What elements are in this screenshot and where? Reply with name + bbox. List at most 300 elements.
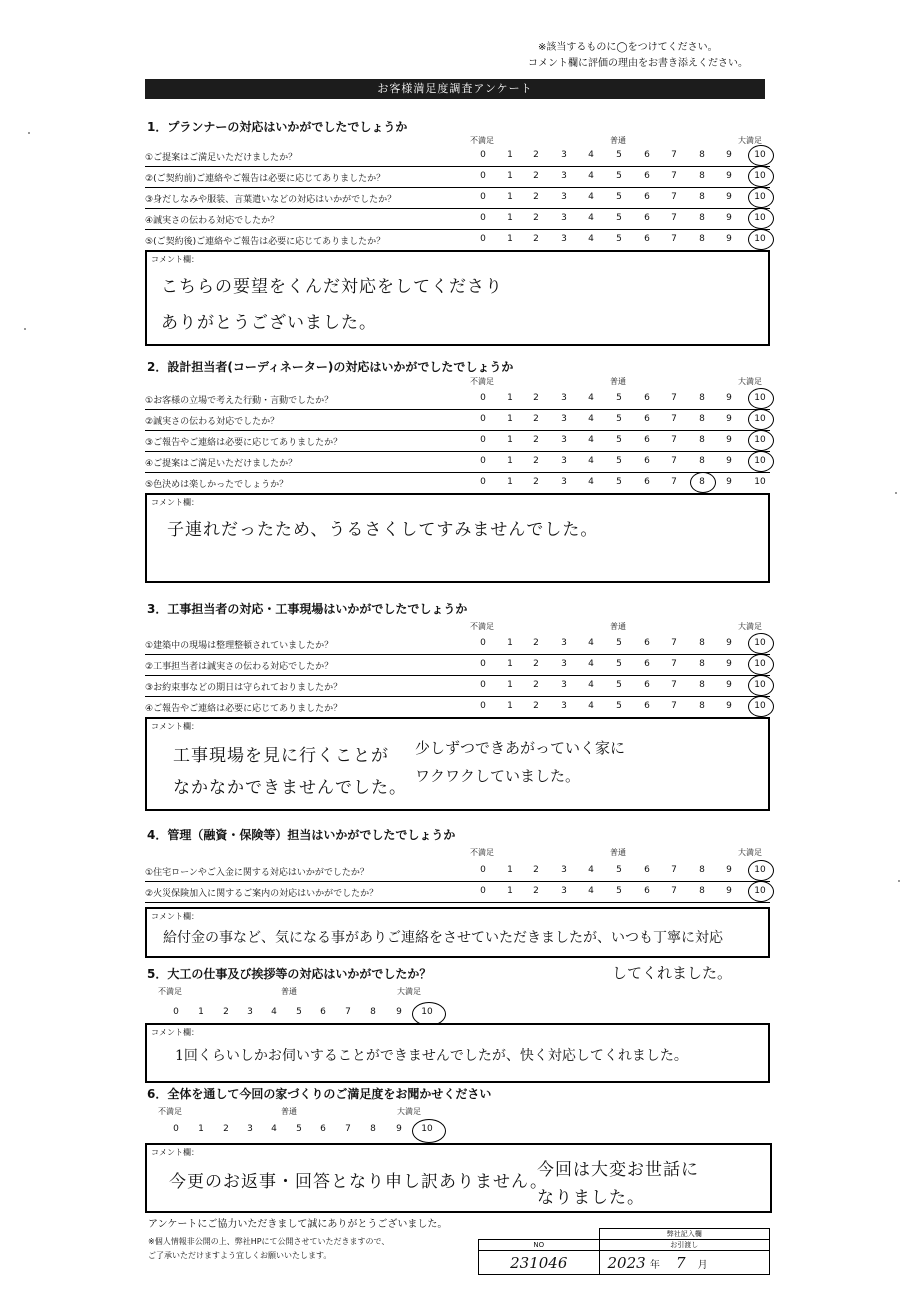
rating-option-0[interactable]: 0 — [480, 701, 486, 711]
rating-option-3[interactable]: 3 — [561, 886, 567, 896]
rating-option-0[interactable]: 0 — [480, 213, 486, 223]
rating-option-9[interactable]: 9 — [726, 234, 732, 244]
rating-option-8[interactable]: 8 — [699, 659, 705, 669]
receipt-no-label: NO — [479, 1240, 600, 1251]
question-row — [145, 697, 770, 718]
rating-option-8[interactable]: 8 — [699, 393, 705, 403]
rating-option-10[interactable]: 10 — [754, 213, 766, 223]
rating-option-2[interactable]: 2 — [533, 865, 539, 875]
rating-option-9[interactable]: 9 — [726, 701, 732, 711]
rating-option-1[interactable]: 1 — [507, 659, 513, 669]
question-row — [145, 230, 770, 251]
rating-option-0[interactable]: 0 — [173, 1124, 179, 1134]
selected-rating-circle — [748, 654, 774, 675]
section-2-comment-line-1: 子連れだったため、うるさくしてすみませんでした。 — [167, 520, 599, 540]
rating-option-8[interactable]: 8 — [699, 680, 705, 690]
rating-option-7[interactable]: 7 — [671, 659, 677, 669]
rating-option-2[interactable]: 2 — [533, 393, 539, 403]
rating-option-1[interactable]: 1 — [507, 865, 513, 875]
rating-option-1[interactable]: 1 — [507, 414, 513, 424]
receipt-year: 2023 — [607, 1253, 646, 1272]
rating-option-5[interactable]: 5 — [616, 435, 622, 445]
thanks-text: アンケートにご協力いただきまして誠にありがとうございました。 — [148, 1219, 448, 1230]
rating-option-0[interactable]: 0 — [480, 865, 486, 875]
question-text: ②(ご契約前)ご連絡やご報告は必要に応じてありましたか？ — [145, 174, 386, 184]
rating-option-2[interactable]: 2 — [533, 150, 539, 160]
rating-option-6[interactable]: 6 — [644, 414, 650, 424]
rating-option-5[interactable]: 5 — [616, 456, 622, 466]
rating-option-3[interactable]: 3 — [247, 1007, 253, 1017]
selected-rating-circle — [748, 675, 774, 696]
rating-option-9[interactable]: 9 — [726, 659, 732, 669]
rating-option-3[interactable]: 3 — [561, 213, 567, 223]
selected-rating-circle — [748, 860, 774, 881]
section-6-comment-line-2: 今回は大変お世話に — [537, 1160, 699, 1180]
scale-high-label: 大満足 — [397, 987, 421, 996]
rating-option-5[interactable]: 5 — [616, 638, 622, 648]
rating-option-4[interactable]: 4 — [588, 234, 594, 244]
rating-option-1[interactable]: 1 — [198, 1124, 204, 1134]
scan-speck — [28, 132, 30, 134]
rating-option-2[interactable]: 2 — [533, 680, 539, 690]
rating-option-0[interactable]: 0 — [480, 414, 486, 424]
rating-option-9[interactable]: 9 — [726, 192, 732, 202]
rating-option-3[interactable]: 3 — [561, 456, 567, 466]
receipt-month-unit: 月 — [697, 1259, 708, 1271]
rating-option-7[interactable]: 7 — [345, 1007, 351, 1017]
rating-option-10[interactable]: 10 — [421, 1124, 433, 1134]
rating-option-9[interactable]: 9 — [726, 393, 732, 403]
question-row — [145, 452, 770, 473]
question-row — [145, 209, 770, 230]
scan-speck — [898, 880, 900, 882]
question-text: ①ご提案はご満足いただけましたか？ — [145, 153, 298, 163]
question-row — [145, 410, 770, 431]
scale-low-label: 不満足 — [470, 377, 494, 386]
rating-option-10[interactable]: 10 — [754, 477, 766, 487]
question-text: ①建築中の現場は整理整頓されていましたか？ — [145, 641, 334, 651]
rating-option-3[interactable]: 3 — [561, 659, 567, 669]
rating-option-7[interactable]: 7 — [671, 477, 677, 487]
rating-option-4[interactable]: 4 — [588, 680, 594, 690]
rating-option-10[interactable]: 10 — [754, 150, 766, 160]
rating-option-1[interactable]: 1 — [507, 393, 513, 403]
rating-option-1[interactable]: 1 — [507, 192, 513, 202]
rating-option-4[interactable]: 4 — [588, 456, 594, 466]
rating-option-7[interactable]: 7 — [671, 171, 677, 181]
rating-option-10[interactable]: 10 — [754, 886, 766, 896]
rating-option-0[interactable]: 0 — [173, 1007, 179, 1017]
rating-option-7[interactable]: 7 — [671, 435, 677, 445]
rating-option-6[interactable]: 6 — [644, 701, 650, 711]
section-5-title: 5．大工の仕事及び挨拶等の対応はいかがでしたか？ — [147, 967, 432, 981]
rating-option-2[interactable]: 2 — [533, 192, 539, 202]
rating-option-5[interactable]: 5 — [616, 414, 622, 424]
rating-option-7[interactable]: 7 — [671, 680, 677, 690]
selected-rating-circle — [748, 208, 774, 229]
rating-option-10[interactable]: 10 — [421, 1007, 433, 1017]
scale-high-label: 大満足 — [738, 848, 762, 857]
rating-option-5[interactable]: 5 — [616, 886, 622, 896]
rating-option-9[interactable]: 9 — [726, 171, 732, 181]
rating-option-6[interactable]: 6 — [644, 659, 650, 669]
question-text: ④誠実さの伝わる対応でしたか？ — [145, 216, 280, 226]
section-1-comment-line-1: こちらの要望をくんだ対応をしてくださり — [161, 277, 503, 297]
section-4-comment-box — [145, 907, 770, 958]
rating-option-8[interactable]: 8 — [699, 435, 705, 445]
question-text: ②火災保険加入に関するご案内の対応はいかがでしたか？ — [145, 889, 379, 899]
rating-option-5[interactable]: 5 — [296, 1124, 302, 1134]
rating-option-2[interactable]: 2 — [533, 477, 539, 487]
receipt-header: 弊社記入欄 — [599, 1229, 770, 1240]
rating-option-6[interactable]: 6 — [644, 680, 650, 690]
question-text: ④ご提案はご満足いただけましたか？ — [145, 459, 298, 469]
rating-option-4[interactable]: 4 — [271, 1007, 277, 1017]
rating-option-5[interactable]: 5 — [616, 150, 622, 160]
survey-title-banner: お客様満足度調査アンケート — [145, 79, 765, 99]
selected-rating-circle — [748, 633, 774, 654]
rating-option-2[interactable]: 2 — [533, 659, 539, 669]
section-1-comment-box — [145, 250, 770, 346]
section-6-comment-line-1: 今更のお返事・回答となり申し訳ありません。 — [169, 1172, 549, 1192]
scale-low-label: 不満足 — [470, 622, 494, 631]
rating-option-2[interactable]: 2 — [533, 171, 539, 181]
rating-option-8[interactable]: 8 — [699, 638, 705, 648]
rating-option-7[interactable]: 7 — [671, 234, 677, 244]
rating-option-1[interactable]: 1 — [507, 680, 513, 690]
scale-mid-label: 普通 — [610, 622, 626, 631]
rating-option-6[interactable]: 6 — [320, 1124, 326, 1134]
question-text: ④ご報告やご連絡は必要に応じてありましたか？ — [145, 704, 343, 714]
question-row — [145, 655, 770, 676]
rating-option-10[interactable]: 10 — [754, 393, 766, 403]
rating-option-3[interactable]: 3 — [561, 435, 567, 445]
scale-high-label: 大満足 — [738, 136, 762, 145]
rating-option-9[interactable]: 9 — [726, 414, 732, 424]
comment-label: コメント欄： — [151, 498, 199, 507]
rating-option-5[interactable]: 5 — [616, 680, 622, 690]
rating-option-3[interactable]: 3 — [561, 234, 567, 244]
rating-option-4[interactable]: 4 — [588, 435, 594, 445]
comment-label: コメント欄： — [151, 1028, 199, 1037]
selected-rating-circle — [748, 696, 774, 717]
scale-mid-label: 普通 — [610, 377, 626, 386]
rating-option-6[interactable]: 6 — [644, 234, 650, 244]
rating-option-6[interactable]: 6 — [644, 171, 650, 181]
rating-option-3[interactable]: 3 — [561, 680, 567, 690]
rating-option-2[interactable]: 2 — [533, 435, 539, 445]
rating-option-9[interactable]: 9 — [726, 865, 732, 875]
rating-option-6[interactable]: 6 — [644, 886, 650, 896]
scan-speck — [24, 328, 26, 330]
section-2-title: 2．設計担当者(コーディネーター)の対応はいかがでしたでしょうか — [147, 360, 514, 374]
privacy-note-2: ご了承いただけますよう宜しくお願いいたします。 — [148, 1251, 332, 1260]
rating-option-0[interactable]: 0 — [480, 638, 486, 648]
rating-option-8[interactable]: 8 — [699, 213, 705, 223]
rating-option-10[interactable]: 10 — [754, 414, 766, 424]
question-row — [145, 634, 770, 655]
rating-option-4[interactable]: 4 — [588, 701, 594, 711]
rating-option-1[interactable]: 1 — [507, 171, 513, 181]
rating-option-3[interactable]: 3 — [561, 477, 567, 487]
section-3-title: 3．工事担当者の対応・工事現場はいかがでしたでしょうか — [147, 602, 468, 616]
rating-option-1[interactable]: 1 — [507, 435, 513, 445]
rating-option-3[interactable]: 3 — [561, 865, 567, 875]
rating-option-2[interactable]: 2 — [533, 638, 539, 648]
rating-option-10[interactable]: 10 — [754, 680, 766, 690]
rating-option-2[interactable]: 2 — [533, 234, 539, 244]
selected-rating-circle — [748, 229, 774, 250]
section-3-comment-line-3: 少しずつできあがっていく家に — [415, 739, 626, 757]
rating-option-3[interactable]: 3 — [561, 393, 567, 403]
rating-option-8[interactable]: 8 — [699, 456, 705, 466]
rating-option-9[interactable]: 9 — [726, 477, 732, 487]
receipt-date — [599, 1251, 770, 1275]
rating-option-4[interactable]: 4 — [588, 213, 594, 223]
rating-option-8[interactable]: 8 — [699, 192, 705, 202]
rating-option-10[interactable]: 10 — [754, 171, 766, 181]
rating-option-1[interactable]: 1 — [507, 477, 513, 487]
rating-option-8[interactable]: 8 — [699, 886, 705, 896]
rating-option-9[interactable]: 9 — [396, 1124, 402, 1134]
rating-option-8[interactable]: 8 — [699, 234, 705, 244]
rating-option-0[interactable]: 0 — [480, 886, 486, 896]
scale-low-label: 不満足 — [158, 1107, 182, 1116]
section-4-comment-line-1: 給付金の事など、気になる事がありご連絡をさせていただきましたが、いつも丁寧に対応 — [163, 930, 723, 946]
section-3-comment-line-1: 工事現場を見に行くことが — [173, 746, 389, 766]
section-5-comment-line-1: 1回くらいしかお伺いすることができませんでしたが、快く対応してくれました。 — [175, 1048, 688, 1064]
rating-option-10[interactable]: 10 — [754, 638, 766, 648]
rating-option-6[interactable]: 6 — [644, 435, 650, 445]
rating-option-2[interactable]: 2 — [533, 213, 539, 223]
rating-option-1[interactable]: 1 — [507, 886, 513, 896]
rating-option-9[interactable]: 9 — [726, 435, 732, 445]
rating-option-10[interactable]: 10 — [754, 435, 766, 445]
rating-option-2[interactable]: 2 — [533, 701, 539, 711]
section-4-title: 4．管理（融資・保険等）担当はいかがでしたでしょうか — [147, 828, 456, 842]
rating-option-4[interactable]: 4 — [588, 865, 594, 875]
rating-option-3[interactable]: 3 — [561, 638, 567, 648]
rating-option-0[interactable]: 0 — [480, 192, 486, 202]
section-4-comment-line-2: してくれました。 — [612, 964, 733, 982]
question-text: ③ご報告やご連絡は必要に応じてありましたか？ — [145, 438, 343, 448]
receipt-year-unit: 年 — [649, 1259, 660, 1271]
comment-label: コメント欄： — [151, 912, 199, 921]
question-row — [145, 861, 770, 882]
rating-option-4[interactable]: 4 — [588, 659, 594, 669]
rating-option-7[interactable]: 7 — [671, 393, 677, 403]
question-text: ②誠実さの伝わる対応でしたか？ — [145, 417, 280, 427]
rating-option-7[interactable]: 7 — [671, 414, 677, 424]
rating-option-9[interactable]: 9 — [726, 680, 732, 690]
rating-option-9[interactable]: 9 — [726, 886, 732, 896]
rating-option-4[interactable]: 4 — [588, 171, 594, 181]
rating-option-1[interactable]: 1 — [198, 1007, 204, 1017]
rating-option-8[interactable]: 8 — [699, 865, 705, 875]
question-row — [145, 431, 770, 452]
rating-option-6[interactable]: 6 — [644, 192, 650, 202]
selected-rating-circle — [690, 472, 716, 493]
question-row — [145, 146, 770, 167]
rating-option-0[interactable]: 0 — [480, 393, 486, 403]
selected-rating-circle — [748, 388, 774, 409]
rating-option-5[interactable]: 5 — [616, 477, 622, 487]
receipt-no-value: 231046 — [479, 1251, 600, 1275]
scale-mid-label: 普通 — [281, 1107, 297, 1116]
rating-option-0[interactable]: 0 — [480, 659, 486, 669]
rating-option-6[interactable]: 6 — [644, 865, 650, 875]
question-text: ②工事担当者は誠実さの伝わる対応でしたか？ — [145, 662, 334, 672]
section-6-title: 6．全体を通して今回の家づくりのご満足度をお聞かせください — [147, 1087, 492, 1101]
question-text: ③身だしなみや服装、言葉遣いなどの対応はいかがでしたか？ — [145, 195, 397, 205]
rating-option-10[interactable]: 10 — [754, 456, 766, 466]
question-row — [145, 389, 770, 410]
rating-option-8[interactable]: 8 — [699, 477, 705, 487]
rating-option-8[interactable]: 8 — [699, 701, 705, 711]
scale-mid-label: 普通 — [610, 136, 626, 145]
rating-option-5[interactable]: 5 — [616, 659, 622, 669]
selected-rating-circle — [412, 1119, 446, 1143]
rating-option-0[interactable]: 0 — [480, 680, 486, 690]
section-2-comment-box — [145, 493, 770, 583]
rating-option-6[interactable]: 6 — [644, 456, 650, 466]
rating-option-10[interactable]: 10 — [754, 701, 766, 711]
scan-speck — [895, 492, 897, 494]
rating-option-8[interactable]: 8 — [699, 171, 705, 181]
rating-option-2[interactable]: 2 — [533, 456, 539, 466]
rating-option-5[interactable]: 5 — [616, 865, 622, 875]
scale-high-label: 大満足 — [738, 622, 762, 631]
rating-option-0[interactable]: 0 — [480, 456, 486, 466]
rating-option-7[interactable]: 7 — [671, 638, 677, 648]
rating-option-1[interactable]: 1 — [507, 213, 513, 223]
rating-option-6[interactable]: 6 — [644, 150, 650, 160]
rating-option-0[interactable]: 0 — [480, 234, 486, 244]
rating-option-8[interactable]: 8 — [699, 414, 705, 424]
rating-option-4[interactable]: 4 — [271, 1124, 277, 1134]
question-row — [145, 188, 770, 209]
selected-rating-circle — [748, 166, 774, 187]
selected-rating-circle — [748, 187, 774, 208]
question-text: ①お客様の立場で考えた行動・言動でしたか？ — [145, 396, 334, 406]
question-text: ①住宅ローンやご入金に関する対応はいかがでしたか？ — [145, 868, 369, 878]
rating-option-8[interactable]: 8 — [370, 1124, 376, 1134]
rating-option-6[interactable]: 6 — [320, 1007, 326, 1017]
rating-option-7[interactable]: 7 — [345, 1124, 351, 1134]
rating-option-0[interactable]: 0 — [480, 435, 486, 445]
rating-option-5[interactable]: 5 — [616, 234, 622, 244]
rating-option-7[interactable]: 7 — [671, 701, 677, 711]
rating-option-10[interactable]: 10 — [754, 234, 766, 244]
rating-option-2[interactable]: 2 — [223, 1124, 229, 1134]
selected-rating-circle — [748, 145, 774, 166]
rating-option-9[interactable]: 9 — [726, 638, 732, 648]
rating-option-4[interactable]: 4 — [588, 150, 594, 160]
rating-option-10[interactable]: 10 — [754, 865, 766, 875]
rating-option-5[interactable]: 5 — [616, 192, 622, 202]
rating-option-1[interactable]: 1 — [507, 701, 513, 711]
rating-option-3[interactable]: 3 — [561, 150, 567, 160]
rating-option-4[interactable]: 4 — [588, 192, 594, 202]
selected-rating-circle — [748, 451, 774, 472]
question-row — [145, 167, 770, 188]
rating-option-7[interactable]: 7 — [671, 192, 677, 202]
rating-option-6[interactable]: 6 — [644, 213, 650, 223]
rating-option-3[interactable]: 3 — [561, 414, 567, 424]
section-6-comment-line-3: なりました。 — [537, 1188, 645, 1208]
selected-rating-circle — [748, 430, 774, 451]
selected-rating-circle — [748, 881, 774, 902]
question-text: ⑤(ご契約後)ご連絡やご報告は必要に応じてありましたか？ — [145, 237, 386, 247]
rating-option-6[interactable]: 6 — [644, 477, 650, 487]
rating-option-2[interactable]: 2 — [223, 1007, 229, 1017]
question-text: ③お約束事などの期日は守られておりましたか？ — [145, 683, 343, 693]
rating-option-1[interactable]: 1 — [507, 456, 513, 466]
rating-option-3[interactable]: 3 — [247, 1124, 253, 1134]
rating-option-8[interactable]: 8 — [370, 1007, 376, 1017]
receipt-table — [478, 1228, 770, 1275]
rating-option-2[interactable]: 2 — [533, 414, 539, 424]
section-5-comment-box — [145, 1023, 770, 1083]
rating-option-4[interactable]: 4 — [588, 414, 594, 424]
scale-low-label: 不満足 — [470, 136, 494, 145]
instruction-note-2: コメント欄に評価の理由をお書き添えください。 — [528, 58, 748, 69]
rating-option-1[interactable]: 1 — [507, 638, 513, 648]
rating-option-5[interactable]: 5 — [616, 171, 622, 181]
rating-option-9[interactable]: 9 — [726, 213, 732, 223]
rating-option-6[interactable]: 6 — [644, 393, 650, 403]
rating-option-5[interactable]: 5 — [616, 393, 622, 403]
rating-option-8[interactable]: 8 — [699, 150, 705, 160]
rating-option-1[interactable]: 1 — [507, 150, 513, 160]
rating-option-9[interactable]: 9 — [726, 456, 732, 466]
rating-option-7[interactable]: 7 — [671, 865, 677, 875]
receipt-month: 7 — [675, 1253, 686, 1272]
rating-option-10[interactable]: 10 — [754, 192, 766, 202]
rating-option-7[interactable]: 7 — [671, 456, 677, 466]
rating-option-7[interactable]: 7 — [671, 886, 677, 896]
scale-low-label: 不満足 — [470, 848, 494, 857]
rating-option-4[interactable]: 4 — [588, 638, 594, 648]
rating-option-3[interactable]: 3 — [561, 192, 567, 202]
rating-option-0[interactable]: 0 — [480, 171, 486, 181]
rating-option-5[interactable]: 5 — [296, 1007, 302, 1017]
rating-option-1[interactable]: 1 — [507, 234, 513, 244]
scale-mid-label: 普通 — [281, 987, 297, 996]
rating-option-0[interactable]: 0 — [480, 477, 486, 487]
rating-option-10[interactable]: 10 — [754, 659, 766, 669]
section-1-title: 1．プランナーの対応はいかがでしたでしょうか — [147, 120, 408, 134]
rating-option-6[interactable]: 6 — [644, 638, 650, 648]
rating-option-5[interactable]: 5 — [616, 701, 622, 711]
rating-option-2[interactable]: 2 — [533, 886, 539, 896]
rating-option-9[interactable]: 9 — [726, 150, 732, 160]
rating-option-4[interactable]: 4 — [588, 393, 594, 403]
rating-option-4[interactable]: 4 — [588, 886, 594, 896]
rating-option-3[interactable]: 3 — [561, 701, 567, 711]
rating-option-4[interactable]: 4 — [588, 477, 594, 487]
selected-rating-circle — [748, 409, 774, 430]
rating-option-7[interactable]: 7 — [671, 150, 677, 160]
section-3-comment-box — [145, 717, 770, 811]
question-row — [145, 473, 770, 494]
rating-option-5[interactable]: 5 — [616, 213, 622, 223]
receipt-handover-label: お引渡し — [599, 1240, 770, 1251]
rating-option-3[interactable]: 3 — [561, 171, 567, 181]
rating-option-7[interactable]: 7 — [671, 213, 677, 223]
rating-option-9[interactable]: 9 — [396, 1007, 402, 1017]
rating-option-0[interactable]: 0 — [480, 150, 486, 160]
